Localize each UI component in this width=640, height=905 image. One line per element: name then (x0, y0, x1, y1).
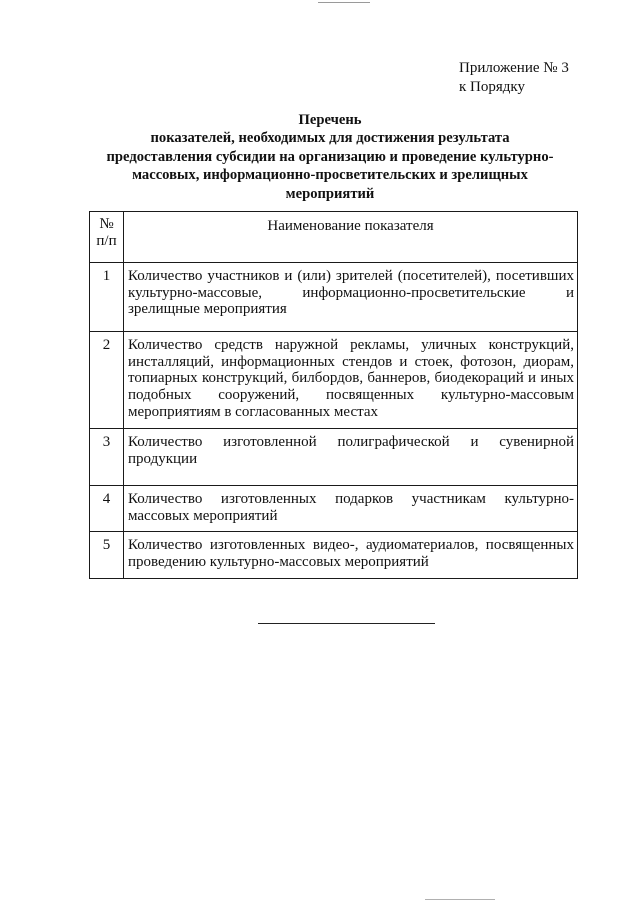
indicator-line: массовых мероприятий (128, 507, 278, 524)
indicator-line: Количество изготовленной полиграфической и сувенирной (128, 434, 574, 450)
indicator-line: Количество изготовленных подарков участникам культурно- (128, 491, 574, 507)
row-number: 3 (90, 429, 124, 486)
table-row (90, 532, 578, 578)
indicator-text (124, 532, 578, 578)
indicator-line: мероприятиям в согласованных местах (128, 403, 379, 420)
indicator-line: проведению культурно-массовых мероприятий (128, 554, 429, 571)
indicator-line: Количество изготовленных видео-, аудиоматериалов, посвященных (128, 537, 574, 554)
title-line: показателей, необходимых для достижения результата (150, 130, 510, 147)
indicator-text (124, 263, 578, 332)
indicator-line: продукции (128, 450, 198, 467)
table-row (90, 332, 578, 429)
row-number: 5 (90, 532, 124, 578)
table-row (90, 429, 578, 486)
row-number: 1 (90, 263, 124, 332)
header-number-cell (90, 212, 124, 263)
indicator-text (124, 429, 578, 486)
indicator-line: зрелищные мероприятия (128, 301, 287, 318)
document-title (100, 111, 560, 203)
indicator-line: инсталляций, информационных стендов и стоек, фотозон, диорам, (128, 353, 574, 370)
indicator-line: топиарных конструкций, билбордов, баннеров, биодекораций и иных (128, 370, 574, 387)
table-row (90, 486, 578, 532)
table-header-row (90, 212, 578, 263)
header-number-symbol: № (99, 216, 114, 232)
scan-top-mark (318, 2, 370, 3)
indicator-line: культурно-массовые, информационно-просветительские и (128, 284, 574, 301)
title-line: мероприятий (285, 185, 375, 202)
header-name-cell: Наименование показателя (124, 212, 578, 263)
title-line: Перечень (298, 112, 362, 128)
row-number: 4 (90, 486, 124, 532)
indicator-line: подобных сооружений, посвященных культурно-массовым (128, 387, 574, 404)
annex-number: Приложение № 3 (459, 60, 569, 76)
annex-reference (459, 59, 569, 97)
closing-rule (258, 623, 435, 624)
indicator-line: Количество участников и (или) зрителей (посетителей), посетивших (128, 268, 574, 284)
indicator-text (124, 486, 578, 532)
indicator-text (124, 332, 578, 429)
row-number: 2 (90, 332, 124, 429)
scan-bottom-mark (425, 899, 495, 900)
title-line: предоставления субсидии на организацию и проведение культурно- (106, 148, 554, 165)
annex-parent-document: к Порядку (459, 79, 525, 95)
indicators-table (89, 211, 578, 579)
title-line: массовых, информационно-просветительских и зрелищных (132, 167, 528, 184)
header-number-abbrev: п/п (96, 232, 117, 249)
indicator-line: Количество средств наружной рекламы, уличных конструкций, (128, 337, 574, 353)
table-row (90, 263, 578, 332)
